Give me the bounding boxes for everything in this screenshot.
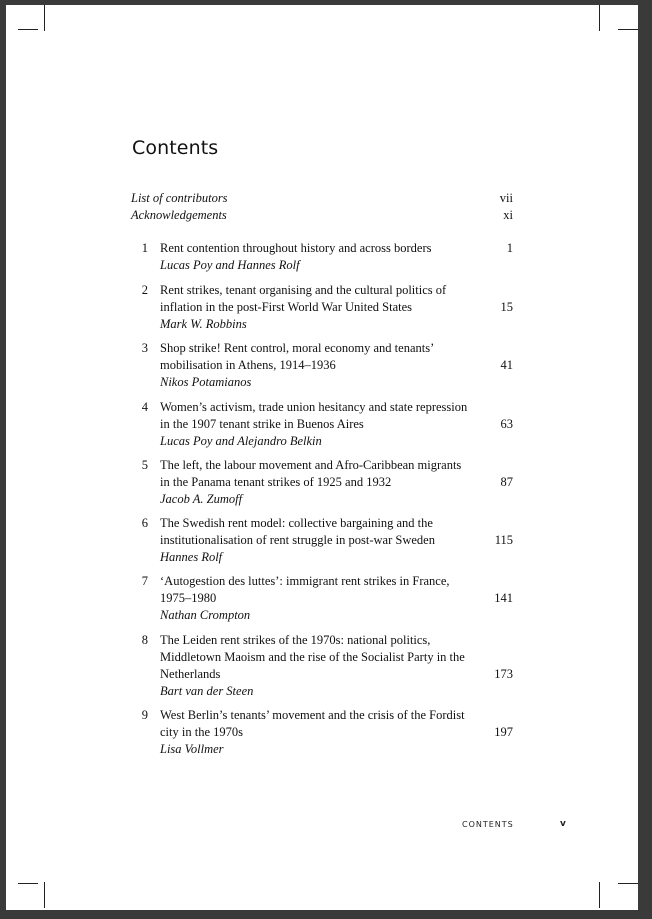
chapter-number: 9 [141,708,148,722]
chapter-number: 7 [141,574,148,588]
running-footer: CONTENTS [462,820,514,829]
page-number: 115 [494,533,513,547]
chapter-title: West Berlin’s tenants’ movement and the crisis of the Fordist city in the 1970s [160,708,465,739]
page-number: 15 [500,300,513,314]
chapter-title: Rent contention throughout history and across borders [160,241,432,255]
chapter-title: Women’s activism, trade union hesitancy and state repression in the 1907 tenant strike in Buenos Aires [160,400,468,431]
chapter-number: 6 [141,516,148,530]
page-number: 173 [494,667,513,681]
folio: v [560,819,566,829]
page-number: 1 [506,241,513,255]
crop-mark [18,29,38,30]
front-matter-item[interactable] [131,191,513,206]
chapter-number: 1 [141,241,148,255]
page-number: 41 [500,358,513,372]
chapter-title: The Leiden rent strikes of the 1970s: national politics, Middletown Maoism and the rise of the Socialist Party in the Netherlands [160,633,465,681]
crop-mark [44,5,45,31]
crop-mark [618,29,638,30]
chapter-author: Lucas Poy and Hannes Rolf [160,258,300,272]
chapter-number: 4 [141,400,148,414]
chapter-title: The Swedish rent model: collective bargaining and the institutionalisation of rent struggle in post-war Sweden [160,516,435,547]
chapter-title: Rent strikes, tenant organising and the cultural politics of inflation in the post-First World War United States [160,283,447,314]
page-number: xi [503,208,513,222]
chapter-title: The left, the labour movement and Afro-Caribbean migrants in the Panama tenant strikes of 1925 and 1932 [160,458,462,489]
chapter-title: Shop strike! Rent control, moral economy and tenants’ mobilisation in Athens, 1914–1936 [160,341,434,372]
page-number: 197 [494,725,513,739]
chapter-number: 2 [141,283,148,297]
document-page [6,5,638,910]
front-matter-title: Acknowledgements [131,208,227,222]
chapter-author: Hannes Rolf [160,550,223,564]
page-number: 141 [494,591,513,605]
chapter-author: Jacob A. Zumoff [160,492,243,506]
page-number: vii [499,191,513,205]
front-matter-item[interactable] [131,208,513,223]
crop-mark [618,883,638,884]
page-number: 63 [500,417,513,431]
page-number: 87 [500,475,513,489]
crop-mark [44,882,45,908]
chapter-author: Nikos Potamianos [160,375,252,389]
chapter-number: 3 [141,341,148,355]
chapter-number: 8 [141,633,148,647]
page-title: Contents [132,137,219,159]
chapter-number: 5 [141,458,148,472]
crop-mark [599,882,600,908]
front-matter-title: List of contributors [131,191,228,205]
chapter-title: ‘Autogestion des luttes’: immigrant rent strikes in France, 1975–1980 [160,574,450,605]
crop-mark [18,883,38,884]
chapter-author: Lisa Vollmer [160,742,224,756]
chapter-author: Lucas Poy and Alejandro Belkin [160,434,322,448]
chapter-author: Nathan Crompton [160,608,251,622]
crop-mark [599,5,600,31]
chapter-author: Bart van der Steen [160,684,254,698]
chapter-author: Mark W. Robbins [160,317,247,331]
